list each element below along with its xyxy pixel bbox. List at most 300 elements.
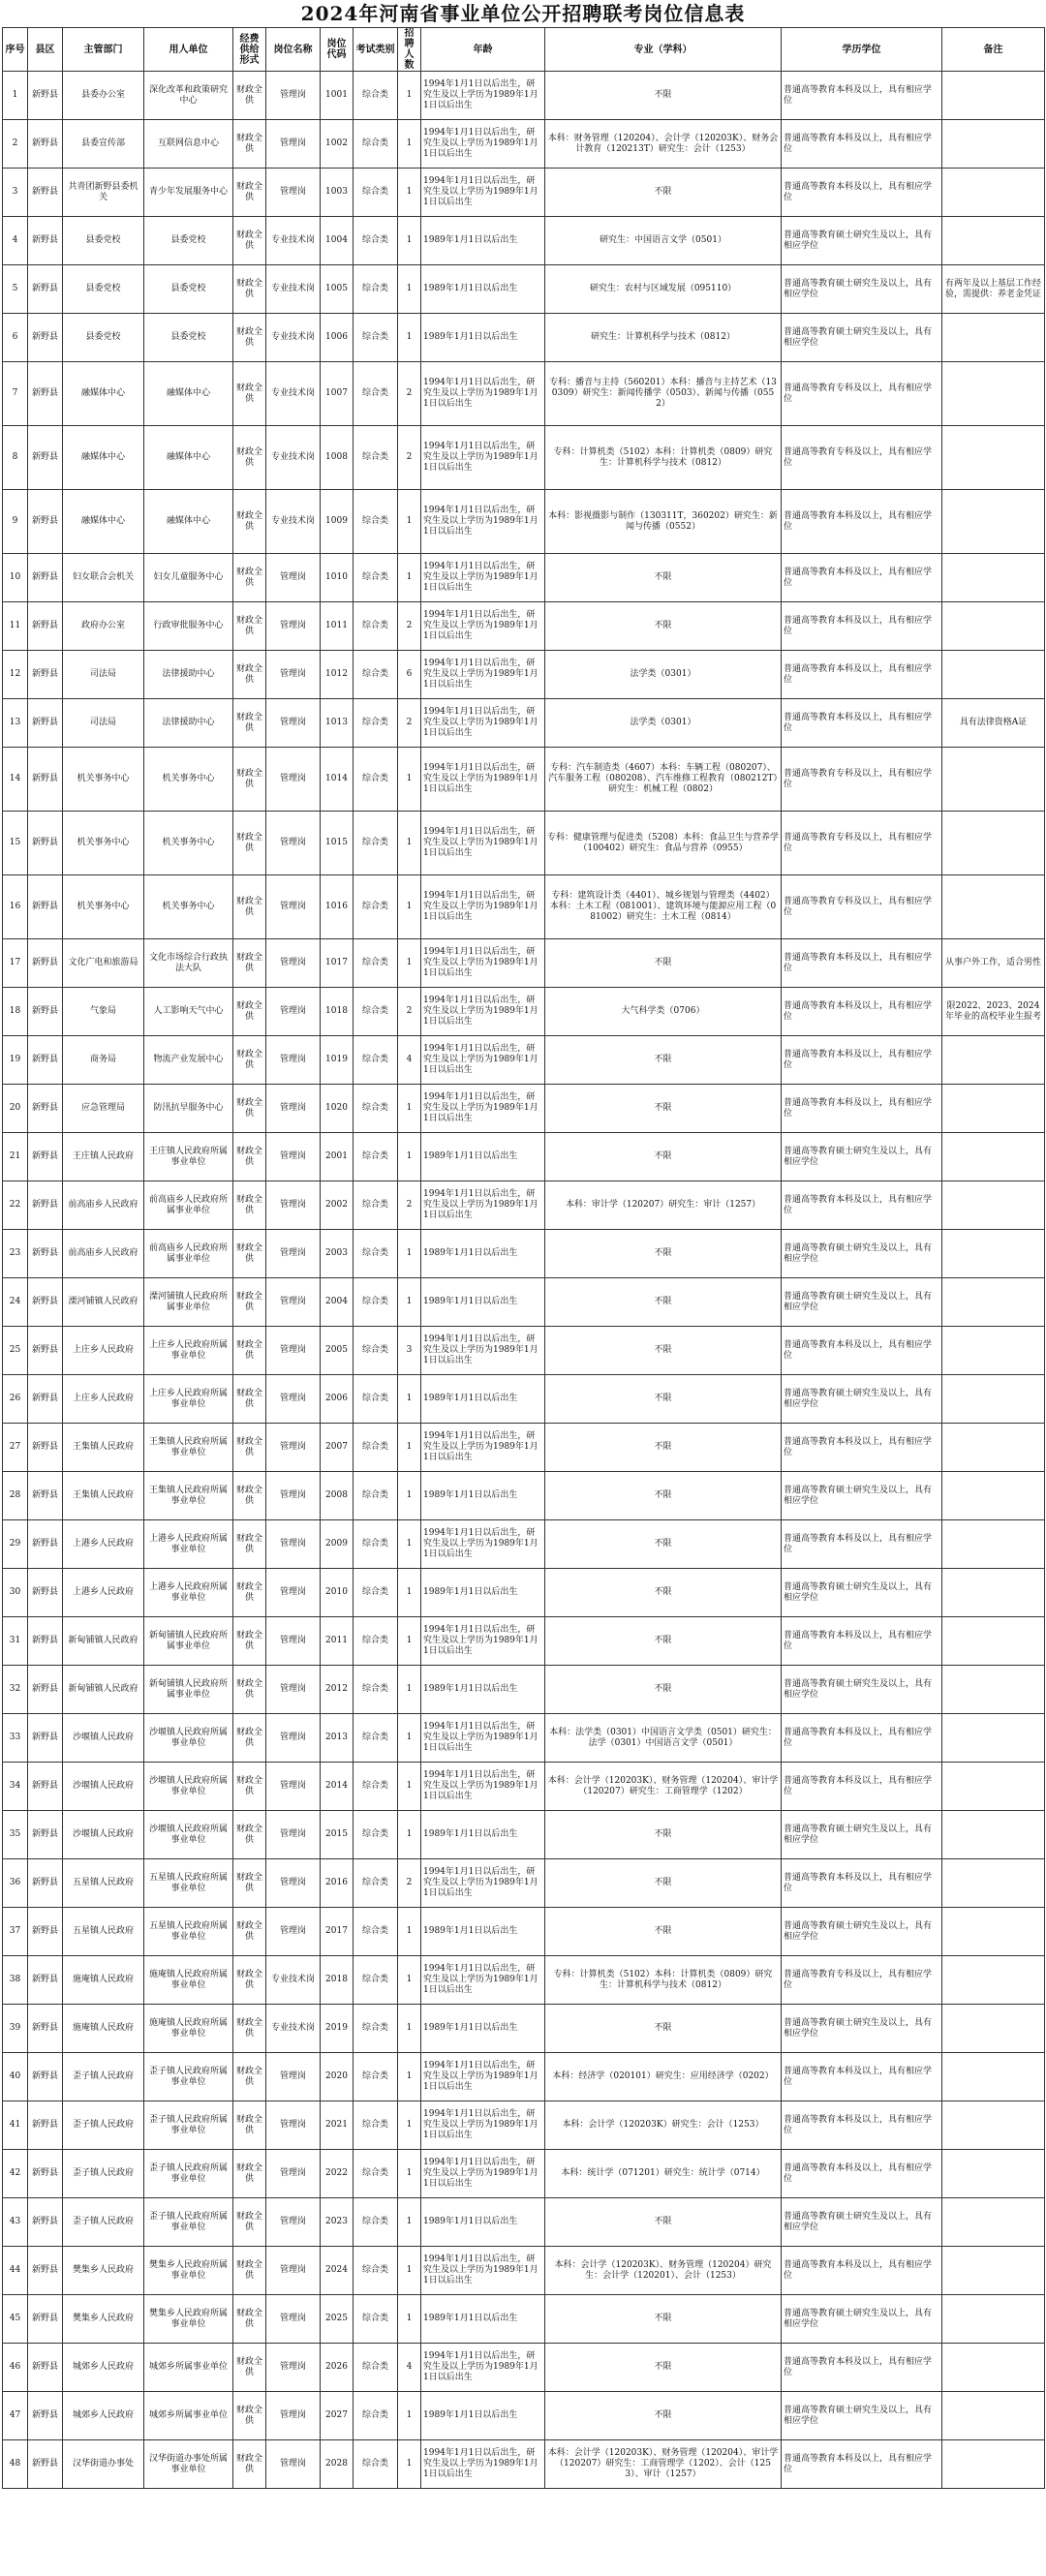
department-cell: 沙堰镇人民政府 [63,1811,144,1859]
education-cell: 普通高等教育本科及以上，具有相应学位 [782,1714,942,1763]
age-cell: 1994年1月1日以后出生，研究生及以上学历为1989年1月1日以后出生 [421,2053,545,2101]
department-cell: 融媒体中心 [63,490,144,554]
age-cell: 1989年1月1日以后出生 [421,1472,545,1520]
note-cell: 有两年及以上基层工作经验，需提供：养老金凭证 [942,265,1045,314]
exam-type-cell: 综合类 [354,1278,398,1327]
row-number: 44 [3,2247,28,2295]
county-cell: 新野县 [28,169,63,217]
employer-cell: 樊集乡人民政府所属事业单位 [144,2247,233,2295]
position-cell: 管理岗 [266,1908,321,1956]
headcount-cell: 1 [398,812,421,875]
employer-cell: 沙堰镇人民政府所属事业单位 [144,1714,233,1763]
age-cell: 1994年1月1日以后出生，研究生及以上学历为1989年1月1日以后出生 [421,120,545,169]
age-cell: 1994年1月1日以后出生，研究生及以上学历为1989年1月1日以后出生 [421,1085,545,1133]
table-row [3,2053,1045,2101]
note-cell [942,1424,1045,1472]
department-cell: 政府办公室 [63,602,144,651]
education-cell: 普通高等教育本科及以上，具有相应学位 [782,2440,942,2489]
headcount-cell: 1 [398,939,421,988]
row-number: 28 [3,1472,28,1520]
headcount-cell: 1 [398,1908,421,1956]
row-number: 14 [3,748,28,812]
funding-cell: 财政全供 [233,988,266,1036]
employer-cell: 融媒体中心 [144,490,233,554]
headcount-cell: 1 [398,314,421,362]
table-row [3,748,1045,812]
row-number: 10 [3,554,28,602]
education-cell: 普通高等教育硕士研究生及以上，具有相应学位 [782,1569,942,1617]
employer-cell: 深化改革和政策研究中心 [144,72,233,120]
education-cell: 普通高等教育硕士研究生及以上，具有相应学位 [782,2295,942,2344]
header-cell: 经费供给形式 [233,28,266,72]
education-cell: 普通高等教育专科及以上，具有相应学位 [782,1956,942,2005]
county-cell: 新野县 [28,1569,63,1617]
funding-cell: 财政全供 [233,1520,266,1569]
headcount-cell: 1 [398,2101,421,2150]
major-cell: 专科：汽车制造类（4607）本科：车辆工程（080207）、汽车服务工程（080208）、汽车维修工程教育（080212T）研究生：机械工程（0802） [545,748,782,812]
major-cell: 不限 [545,1085,782,1133]
county-cell: 新野县 [28,2101,63,2150]
position-cell: 专业技术岗 [266,2005,321,2053]
position-code-cell: 1002 [321,120,354,169]
employer-cell: 歪子镇人民政府所属事业单位 [144,2198,233,2247]
employer-cell: 城郊乡所属事业单位 [144,2344,233,2392]
funding-cell: 财政全供 [233,2150,266,2198]
education-cell: 普通高等教育专科及以上，具有相应学位 [782,875,942,939]
row-number: 9 [3,490,28,554]
row-number: 24 [3,1278,28,1327]
major-cell: 本科：会计学（120203K）、财务管理（120204）研究生：会计学（120201）、会计（1253） [545,2247,782,2295]
age-cell: 1989年1月1日以后出生 [421,1230,545,1278]
major-cell: 专科：建筑设计类（4401）、城乡规划与管理类（4402）本科：土木工程（081001）、建筑环境与能源应用工程（081002）研究生：土木工程（0814） [545,875,782,939]
position-cell: 管理岗 [266,988,321,1036]
education-cell: 普通高等教育硕士研究生及以上，具有相应学位 [782,1472,942,1520]
row-number: 43 [3,2198,28,2247]
position-code-cell: 2024 [321,2247,354,2295]
row-number: 29 [3,1520,28,1569]
funding-cell: 财政全供 [233,2440,266,2489]
table-row [3,2198,1045,2247]
exam-type-cell: 综合类 [354,1617,398,1666]
county-cell: 新野县 [28,1763,63,1811]
position-code-cell: 2028 [321,2440,354,2489]
funding-cell: 财政全供 [233,490,266,554]
position-code-cell: 2020 [321,2053,354,2101]
major-cell: 不限 [545,1569,782,1617]
department-cell: 机关事务中心 [63,812,144,875]
exam-type-cell: 综合类 [354,602,398,651]
exam-type-cell: 综合类 [354,1472,398,1520]
county-cell: 新野县 [28,2053,63,2101]
exam-type-cell: 综合类 [354,1085,398,1133]
exam-type-cell: 综合类 [354,988,398,1036]
department-cell: 前高庙乡人民政府 [63,1181,144,1230]
row-number: 3 [3,169,28,217]
row-number: 33 [3,1714,28,1763]
position-code-cell: 1019 [321,1036,354,1085]
education-cell: 普通高等教育本科及以上，具有相应学位 [782,72,942,120]
headcount-cell: 1 [398,1569,421,1617]
position-cell: 管理岗 [266,169,321,217]
position-cell: 管理岗 [266,2101,321,2150]
employer-cell: 防汛抗旱服务中心 [144,1085,233,1133]
age-cell: 1994年1月1日以后出生，研究生及以上学历为1989年1月1日以后出生 [421,2344,545,2392]
age-cell: 1989年1月1日以后出生 [421,2295,545,2344]
education-cell: 普通高等教育本科及以上，具有相应学位 [782,699,942,748]
age-cell: 1994年1月1日以后出生，研究生及以上学历为1989年1月1日以后出生 [421,2440,545,2489]
education-cell: 普通高等教育本科及以上，具有相应学位 [782,2101,942,2150]
table-row [3,1424,1045,1472]
major-cell: 不限 [545,72,782,120]
table-row [3,602,1045,651]
age-cell: 1994年1月1日以后出生，研究生及以上学历为1989年1月1日以后出生 [421,362,545,426]
headcount-cell: 1 [398,217,421,265]
header-cell: 用人单位 [144,28,233,72]
exam-type-cell: 综合类 [354,2101,398,2150]
position-cell: 管理岗 [266,1230,321,1278]
position-cell: 专业技术岗 [266,1956,321,2005]
row-number: 42 [3,2150,28,2198]
county-cell: 新野县 [28,1375,63,1424]
headcount-cell: 1 [398,1520,421,1569]
department-cell: 县委宣传部 [63,120,144,169]
table-row [3,1714,1045,1763]
exam-type-cell: 综合类 [354,1036,398,1085]
funding-cell: 财政全供 [233,602,266,651]
note-cell [942,1763,1045,1811]
age-cell: 1994年1月1日以后出生，研究生及以上学历为1989年1月1日以后出生 [421,1424,545,1472]
table-row [3,2344,1045,2392]
county-cell: 新野县 [28,939,63,988]
position-cell: 管理岗 [266,1133,321,1181]
county-cell: 新野县 [28,1036,63,1085]
exam-type-cell: 综合类 [354,426,398,490]
table-row [3,812,1045,875]
exam-type-cell: 综合类 [354,1956,398,2005]
position-code-cell: 1006 [321,314,354,362]
header-row [3,28,1045,72]
education-cell: 普通高等教育硕士研究生及以上，具有相应学位 [782,2198,942,2247]
funding-cell: 财政全供 [233,1617,266,1666]
county-cell: 新野县 [28,2440,63,2489]
education-cell: 普通高等教育硕士研究生及以上，具有相应学位 [782,1375,942,1424]
age-cell: 1994年1月1日以后出生，研究生及以上学历为1989年1月1日以后出生 [421,1181,545,1230]
funding-cell: 财政全供 [233,2053,266,2101]
table-row [3,314,1045,362]
major-cell: 专科：播音与主持（560201）本科：播音与主持艺术（130309）研究生：新闻传播学（0503）、新闻与传播（0552） [545,362,782,426]
major-cell: 不限 [545,1133,782,1181]
age-cell: 1989年1月1日以后出生 [421,314,545,362]
county-cell: 新野县 [28,265,63,314]
position-cell: 专业技术岗 [266,265,321,314]
table-row [3,1859,1045,1908]
funding-cell: 财政全供 [233,120,266,169]
county-cell: 新野县 [28,426,63,490]
department-cell: 气象局 [63,988,144,1036]
table-row [3,72,1045,120]
position-code-cell: 2019 [321,2005,354,2053]
table-row [3,554,1045,602]
major-cell: 法学类（0301） [545,651,782,699]
exam-type-cell: 综合类 [354,362,398,426]
exam-type-cell: 综合类 [354,1230,398,1278]
table-row [3,2247,1045,2295]
funding-cell: 财政全供 [233,314,266,362]
headcount-cell: 1 [398,1278,421,1327]
department-cell: 新甸铺镇人民政府 [63,1666,144,1714]
position-code-cell: 2021 [321,2101,354,2150]
exam-type-cell: 综合类 [354,748,398,812]
exam-type-cell: 综合类 [354,2344,398,2392]
funding-cell: 财政全供 [233,1666,266,1714]
position-code-cell: 2016 [321,1859,354,1908]
exam-type-cell: 综合类 [354,120,398,169]
note-cell [942,748,1045,812]
department-cell: 融媒体中心 [63,362,144,426]
row-number: 8 [3,426,28,490]
department-cell: 王集镇人民政府 [63,1424,144,1472]
position-code-cell: 1018 [321,988,354,1036]
headcount-cell: 2 [398,1181,421,1230]
employer-cell: 新甸铺镇人民政府所属事业单位 [144,1617,233,1666]
county-cell: 新野县 [28,120,63,169]
exam-type-cell: 综合类 [354,2295,398,2344]
header-cell: 岗位名称 [266,28,321,72]
department-cell: 商务局 [63,1036,144,1085]
county-cell: 新野县 [28,1714,63,1763]
department-cell: 融媒体中心 [63,426,144,490]
headcount-cell: 1 [398,490,421,554]
position-cell: 管理岗 [266,602,321,651]
position-code-cell: 1016 [321,875,354,939]
note-cell [942,362,1045,426]
position-cell: 管理岗 [266,2295,321,2344]
major-cell: 不限 [545,1617,782,1666]
note-cell [942,1666,1045,1714]
employer-cell: 文化市场综合行政执法大队 [144,939,233,988]
exam-type-cell: 综合类 [354,217,398,265]
note-cell [942,2247,1045,2295]
table-header [3,28,1045,72]
row-number: 6 [3,314,28,362]
row-number: 25 [3,1327,28,1375]
row-number: 48 [3,2440,28,2489]
county-cell: 新野县 [28,314,63,362]
position-code-cell: 1015 [321,812,354,875]
employer-cell: 施庵镇人民政府所属事业单位 [144,1956,233,2005]
employer-cell: 机关事务中心 [144,812,233,875]
education-cell: 普通高等教育本科及以上，具有相应学位 [782,939,942,988]
headcount-cell: 1 [398,169,421,217]
county-cell: 新野县 [28,1859,63,1908]
position-cell: 管理岗 [266,699,321,748]
header-cell: 考试类别 [354,28,398,72]
table-row [3,1908,1045,1956]
education-cell: 普通高等教育专科及以上，具有相应学位 [782,748,942,812]
row-number: 32 [3,1666,28,1714]
position-cell: 管理岗 [266,1036,321,1085]
position-cell: 管理岗 [266,120,321,169]
headcount-cell: 1 [398,1424,421,1472]
major-cell: 不限 [545,1666,782,1714]
note-cell [942,2150,1045,2198]
employer-cell: 上港乡人民政府所属事业单位 [144,1520,233,1569]
table-body [3,72,1045,2489]
department-cell: 城郊乡人民政府 [63,2344,144,2392]
header-cell: 岗位代码 [321,28,354,72]
funding-cell: 财政全供 [233,426,266,490]
funding-cell: 财政全供 [233,1569,266,1617]
major-cell: 专科：计算机类（5102）本科：计算机类（0809）研究生：计算机科学与技术（0812） [545,1956,782,2005]
employer-cell: 王集镇人民政府所属事业单位 [144,1424,233,1472]
major-cell: 不限 [545,2344,782,2392]
county-cell: 新野县 [28,1908,63,1956]
position-code-cell: 1012 [321,651,354,699]
education-cell: 普通高等教育硕士研究生及以上，具有相应学位 [782,265,942,314]
department-cell: 县委党校 [63,314,144,362]
department-cell: 新甸铺镇人民政府 [63,1617,144,1666]
row-number: 41 [3,2101,28,2150]
funding-cell: 财政全供 [233,1811,266,1859]
education-cell: 普通高等教育本科及以上，具有相应学位 [782,1085,942,1133]
table-row [3,2295,1045,2344]
headcount-cell: 1 [398,1085,421,1133]
row-number: 47 [3,2392,28,2440]
employer-cell: 妇女儿童服务中心 [144,554,233,602]
position-cell: 管理岗 [266,1181,321,1230]
row-number: 35 [3,1811,28,1859]
employer-cell: 五星镇人民政府所属事业单位 [144,1908,233,1956]
age-cell: 1994年1月1日以后出生，研究生及以上学历为1989年1月1日以后出生 [421,2150,545,2198]
note-cell [942,1569,1045,1617]
row-number: 40 [3,2053,28,2101]
major-cell: 本科：法学类（0301）中国语言文学类（0501）研究生：法学（0301）中国语言文学（0501） [545,1714,782,1763]
position-code-cell: 1003 [321,169,354,217]
position-code-cell: 2009 [321,1520,354,1569]
age-cell: 1994年1月1日以后出生，研究生及以上学历为1989年1月1日以后出生 [421,1327,545,1375]
row-number: 27 [3,1424,28,1472]
row-number: 23 [3,1230,28,1278]
table-row [3,490,1045,554]
age-cell: 1989年1月1日以后出生 [421,1908,545,1956]
age-cell: 1994年1月1日以后出生，研究生及以上学历为1989年1月1日以后出生 [421,1859,545,1908]
funding-cell: 财政全供 [233,554,266,602]
position-cell: 管理岗 [266,2440,321,2489]
row-number: 30 [3,1569,28,1617]
position-cell: 专业技术岗 [266,362,321,426]
row-number: 26 [3,1375,28,1424]
row-number: 36 [3,1859,28,1908]
note-cell [942,120,1045,169]
position-cell: 管理岗 [266,1859,321,1908]
education-cell: 普通高等教育本科及以上，具有相应学位 [782,1859,942,1908]
major-cell: 研究生：农村与区域发展（095110） [545,265,782,314]
age-cell: 1994年1月1日以后出生，研究生及以上学历为1989年1月1日以后出生 [421,490,545,554]
note-cell: 限2022、2023、2024年毕业的高校毕业生报考 [942,988,1045,1036]
funding-cell: 财政全供 [233,1859,266,1908]
row-number: 7 [3,362,28,426]
major-cell: 不限 [545,1327,782,1375]
age-cell: 1989年1月1日以后出生 [421,2198,545,2247]
headcount-cell: 2 [398,1859,421,1908]
header-cell: 备注 [942,28,1045,72]
age-cell: 1989年1月1日以后出生 [421,2005,545,2053]
headcount-cell: 2 [398,362,421,426]
position-code-cell: 2026 [321,2344,354,2392]
age-cell: 1989年1月1日以后出生 [421,1811,545,1859]
position-cell: 管理岗 [266,2150,321,2198]
header-cell: 招聘人数 [398,28,421,72]
note-cell [942,2295,1045,2344]
table-row [3,1036,1045,1085]
position-cell: 管理岗 [266,1666,321,1714]
county-cell: 新野县 [28,2005,63,2053]
age-cell: 1989年1月1日以后出生 [421,265,545,314]
funding-cell: 财政全供 [233,2198,266,2247]
county-cell: 新野县 [28,1811,63,1859]
age-cell: 1994年1月1日以后出生，研究生及以上学历为1989年1月1日以后出生 [421,554,545,602]
note-cell [942,1181,1045,1230]
education-cell: 普通高等教育本科及以上，具有相应学位 [782,2247,942,2295]
major-cell: 不限 [545,2392,782,2440]
table-row [3,362,1045,426]
row-number: 37 [3,1908,28,1956]
position-code-cell: 1013 [321,699,354,748]
funding-cell: 财政全供 [233,1375,266,1424]
county-cell: 新野县 [28,812,63,875]
department-cell: 机关事务中心 [63,748,144,812]
education-cell: 普通高等教育专科及以上，具有相应学位 [782,812,942,875]
row-number: 18 [3,988,28,1036]
age-cell: 1994年1月1日以后出生，研究生及以上学历为1989年1月1日以后出生 [421,426,545,490]
exam-type-cell: 综合类 [354,265,398,314]
age-cell: 1994年1月1日以后出生，研究生及以上学历为1989年1月1日以后出生 [421,748,545,812]
employer-cell: 城郊乡所属事业单位 [144,2392,233,2440]
department-cell: 上港乡人民政府 [63,1569,144,1617]
county-cell: 新野县 [28,1472,63,1520]
position-code-cell: 2003 [321,1230,354,1278]
position-code-cell: 2014 [321,1763,354,1811]
major-cell: 不限 [545,939,782,988]
headcount-cell: 1 [398,1811,421,1859]
note-cell [942,812,1045,875]
department-cell: 五星镇人民政府 [63,1859,144,1908]
headcount-cell: 1 [398,1375,421,1424]
employer-cell: 前高庙乡人民政府所属事业单位 [144,1181,233,1230]
employer-cell: 歪子镇人民政府所属事业单位 [144,2101,233,2150]
position-cell: 管理岗 [266,875,321,939]
position-code-cell: 2012 [321,1666,354,1714]
position-cell: 管理岗 [266,1085,321,1133]
major-cell: 本科：经济学（020101）研究生：应用经济学（0202） [545,2053,782,2101]
exam-type-cell: 综合类 [354,2150,398,2198]
headcount-cell: 2 [398,988,421,1036]
table-row [3,120,1045,169]
table-row [3,426,1045,490]
table-row [3,939,1045,988]
position-cell: 管理岗 [266,72,321,120]
employer-cell: 汉华街道办事处所属事业单位 [144,2440,233,2489]
position-code-cell: 1011 [321,602,354,651]
position-cell: 管理岗 [266,1617,321,1666]
position-code-cell: 1007 [321,362,354,426]
major-cell: 不限 [545,1472,782,1520]
age-cell: 1994年1月1日以后出生，研究生及以上学历为1989年1月1日以后出生 [421,939,545,988]
note-cell [942,1230,1045,1278]
table-row [3,1472,1045,1520]
table-row [3,699,1045,748]
position-cell: 管理岗 [266,651,321,699]
